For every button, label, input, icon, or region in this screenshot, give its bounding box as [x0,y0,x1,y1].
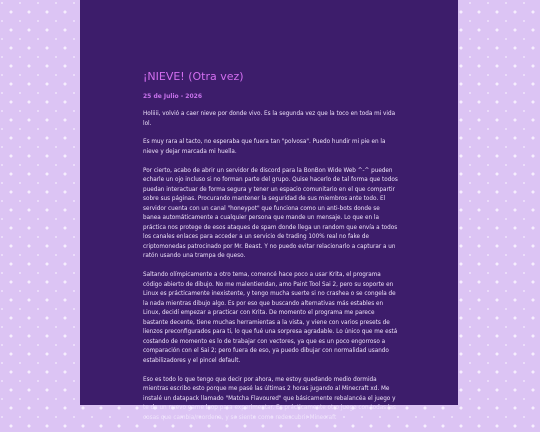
blog-post [143,70,399,432]
post-paragraph: Saltando olímpicamente a otro tema, comencé hace poco a usar Krita, el programa código abierto de dibujo. No me malentiendan, amo Paint Tool Sai 2, pero su soporte en Linux es prácticamente inexistente, y tengo mucha suerte si no crashea o se congela de la nada mientras dibujo algo. Es por eso que buscando alternativas más estables en Linux, decidí empezar a practicar con Krita. De momento el programa me parece bastante decente, tiene muchas herramientas a la vista, y viene con varios presets de lienzos preconfigurados para ti, lo que fué una sorpresa agradable. Lo único que me está costando de momento es lo de trabajar con vectores, ya que es un poco engorroso a comparación con el Sai 2; pero fuera de eso, ya puedo dibujar con normalidad usando estabilizadores y el pincel default. [143,272,398,364]
post-paragraph: Eso es todo lo que tengo que decir por ahora, me estoy quedando medio dormida mientras escribo esto porque me pasé las últimas 2 horas jugando al Minecraft xd. Me instalé un datapack llamado "Matcha Flavoured" que básicamente rebalancéa el juego y te da un nuevo game loop para experimentar. Es prácticamente otro juego con todas las cosas que cambia/reordena, y se siente como redescubrir Minecraft [143,376,396,421]
post-body [143,110,399,423]
post-title: ¡NIEVE! (Otra vez) [143,70,244,83]
post-paragraph: Por cierto, acabo de abrir un servidor de discord para la BonBon Wide Web ^-^ pueden echarle un ojo incluso si no forman parte del grupo. Quise hacerlo de tal forma que todos puedan interactuar de forma segura y tener un espacio comunitario en el que compartir sobre sus páginas. Procurando mantener la seguridad de sus miembros ante todo. El servidor cuenta con un canal "honeypot" que funciona como un anti-bots donde se banea automáticamente a cualquier persona que mande un mensaje. Lo que en la práctica nos protege de esos ataques de spam donde llega un random que envía a todos los canales enlaces para acceder a un servicio de trading 100% real no fake de criptomonedas patrocinado por Mr. Beast. Y no puedo evitar relacionarlo a capturar a un ratón usando una trampa de queso. [143,167,398,260]
post-date: 25 de Julio - 2026 [143,93,202,100]
post-paragraph: Holiiii, volvió a caer nieve por donde vivo. Es la segunda vez que la toco en toda mi vida lol. [143,111,396,127]
post-panel [80,0,458,421]
post-paragraph: Es muy rara al tacto, no esperaba que fuera tan "polvosa". Puedo hundir mi pie en la nieve y dejar marcada mi huella. [143,139,386,155]
